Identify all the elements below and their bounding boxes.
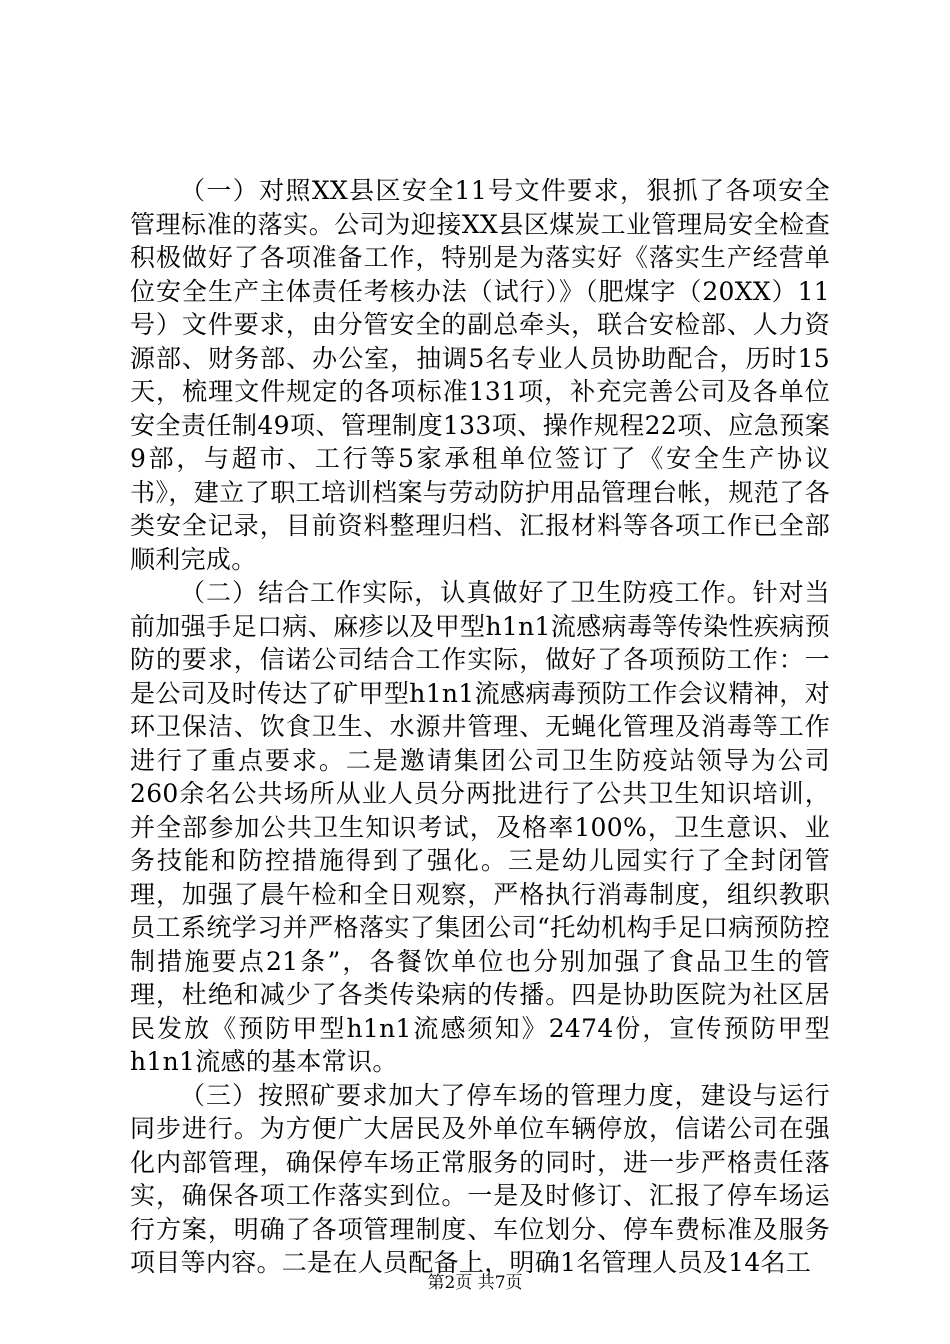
paragraph-parking-management: （三）按照矿要求加大了停车场的管理力度，建设与运行同步进行。为方便广大居民及外单位车辆停放，信诺公司在强化内部管理，确保停车场正常服务的同时，进一步严格责任落实，确保各项工作落实到位。一是及时修订、汇报了停车场运行方案，明确了各项管理制度、车位划分、停车费标准及服务项目等内容。二是在人员配备上，明确1名管理人员及14名工 <box>130 1080 830 1277</box>
page-footer: 第2页 共7页 <box>427 1273 523 1293</box>
paragraph-epidemic-prevention: （二）结合工作实际，认真做好了卫生防疫工作。针对当前加强手足口病、麻疹以及甲型h1n1流感病毒等传染性疾病预防的要求，信诺公司结合工作实际，做好了各项预防工作：一是公司及时传达了矿甲型h1n1流感病毒预防工作会议精神，对环卫保洁、饮食卫生、水源井管理、无蝇化管理及消毒等工作进行了重点要求。二是邀请集团公司卫生防疫站领导为公司260余名公共场所从业人员分两批进行了公共卫生知识培训，并全部参加公共卫生知识考试，及格率100%，卫生意识、业务技能和防控措施得到了强化。三是幼儿园实行了全封闭管理，加强了晨午检和全日观察，严格执行消毒制度，组织教职员工系统学习并严格落实了集团公司“托幼机构手足口病预防控制措施要点21条”，各餐饮单位也分别加强了食品卫生的管理，杜绝和减少了各类传染病的传播。四是协助医院为社区居民发放《预防甲型h1n1流感须知》2474份，宣传预防甲型h1n1流感的基本常识。 <box>130 578 830 1076</box>
paragraph-safety-standards: （一）对照XX县区安全11号文件要求，狠抓了各项安全管理标准的落实。公司为迎接XX县区煤炭工业管理局安全检查积极做好了各项准备工作，特别是为落实好《落实生产经营单位安全生产主体责任考核办法（试行）》（肥煤字（20XX）11号）文件要求，由分管安全的副总牵头，联合安检部、人力资源部、财务部、办公室，抽调5名专业人员协助配合，历时15天，梳理文件规定的各项标准131项，补充完善公司及各单位安全责任制49项、管理制度133项、操作规程22项、应急预案9部，与超市、工行等5家承租单位签订了《安全生产协议书》，建立了职工培训档案与劳动防护用品管理台帐，规范了各类安全记录，目前资料整理归档、汇报材料等各项工作已全部顺利完成。 <box>130 176 830 574</box>
document-body <box>130 174 830 1280</box>
